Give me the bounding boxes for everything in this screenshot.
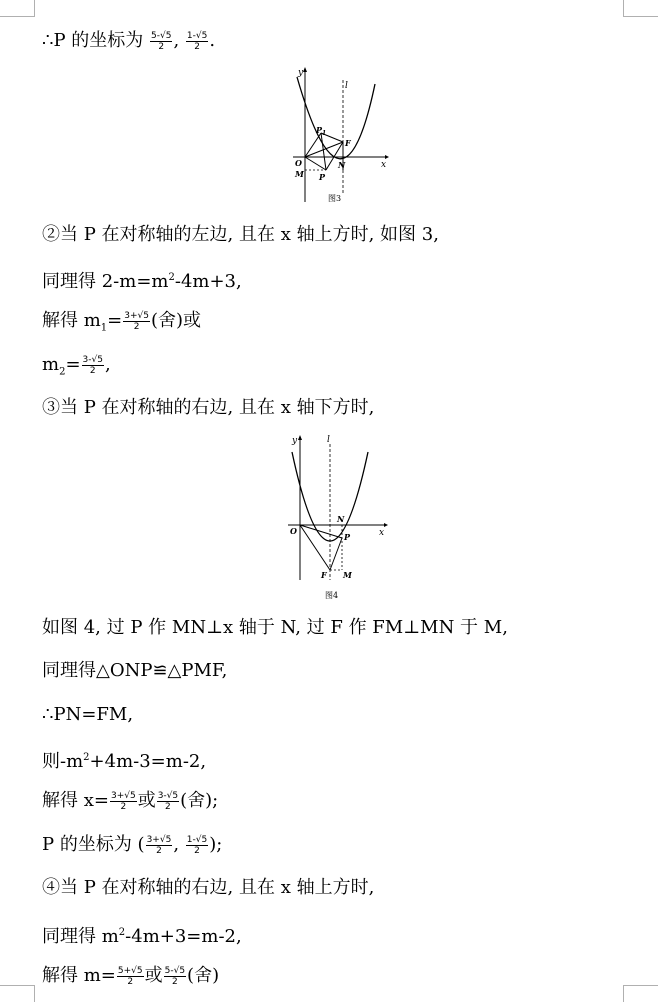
text-span: +4m-3=m-2, [89, 751, 207, 772]
text-span: P 的坐标为 ( [42, 834, 145, 855]
fraction [164, 966, 186, 987]
figure-caption: 图4 [325, 591, 339, 600]
fraction-numerator: 3-√5 [157, 790, 179, 801]
text-span: 或 [137, 790, 156, 811]
point-n-label: N [338, 160, 346, 170]
line-l-label: l [345, 81, 348, 91]
figure-3-diagram [283, 62, 393, 210]
text-line: 同理得△ONP≌△PMF, [42, 660, 228, 681]
fraction-numerator: 3+√5 [124, 310, 149, 321]
fraction [157, 791, 179, 812]
text-line: ④当 P 在对称轴的右边, 且在 x 轴上方时, [42, 877, 375, 898]
fraction [186, 835, 208, 856]
y-axis-label: y [298, 68, 304, 78]
text-span: m [42, 354, 60, 375]
page-corner-mark [0, 0, 35, 17]
fraction-numerator: 3+√5 [110, 790, 136, 801]
text-line [42, 832, 222, 858]
fraction-numerator: 5+√5 [117, 965, 143, 976]
fraction-numerator: 3+√5 [146, 834, 172, 845]
superscript: 2 [168, 272, 175, 283]
x-axis-label: x [381, 160, 387, 170]
text-span: ); [209, 834, 223, 855]
fraction-denominator: 2 [165, 801, 171, 812]
text-span: 则-m [42, 751, 84, 772]
text-span: 同理得 m [42, 926, 119, 947]
subscript: 1 [100, 322, 108, 334]
text-span: 解得 x= [42, 790, 109, 811]
fraction-denominator: 2 [156, 845, 162, 856]
text-span: ∴P 的坐标为 [42, 30, 150, 51]
y-axis-label: y [292, 436, 298, 446]
point-o-label: O [295, 158, 302, 168]
fraction-numerator: 3-√5 [82, 354, 103, 365]
text-line: ∴PN=FM, [42, 704, 134, 725]
fraction-denominator: 2 [120, 801, 127, 812]
figure-3 [283, 62, 393, 214]
text-span: (舍) [187, 965, 220, 986]
fraction [186, 31, 208, 52]
text-span: , [104, 354, 111, 375]
figure-caption: 图3 [328, 194, 342, 203]
x-axis-label: x [379, 528, 385, 538]
text-span: 解得 m [42, 310, 101, 331]
point-p1-label: $P_1$ [316, 125, 327, 137]
fraction-denominator: 2 [133, 321, 140, 332]
fraction [82, 355, 104, 376]
fraction-numerator: 1-√5 [186, 834, 208, 845]
text-span: = [65, 354, 81, 375]
text-span: (舍)或 [151, 310, 202, 331]
fraction [110, 791, 137, 812]
text-line [42, 745, 206, 775]
fraction [146, 835, 173, 856]
point-f-label: F [345, 138, 351, 148]
text-line [42, 352, 111, 386]
text-span: 同理得 2-m=m [42, 271, 169, 292]
text-span: . [209, 30, 216, 51]
text-line [42, 920, 242, 950]
text-line: ③当 P 在对称轴的右边, 且在 x 轴下方时, [42, 397, 375, 418]
superscript: 2 [83, 752, 90, 763]
fraction-numerator: 5-√5 [164, 965, 186, 976]
fraction-numerator: 5-√5 [151, 30, 172, 41]
figure-4-diagram [280, 430, 392, 605]
text-line: ②当 P 在对称轴的左边, 且在 x 轴上方时, 如图 3, [42, 224, 439, 245]
text-span: -4m+3, [174, 271, 242, 292]
figure-4 [280, 430, 392, 609]
text-line [42, 28, 215, 54]
text-span: = [107, 310, 123, 331]
fraction [123, 311, 150, 332]
fraction-denominator: 2 [89, 365, 96, 376]
page-corner-mark [623, 0, 658, 17]
text-line [42, 963, 219, 989]
page-corner-mark [0, 985, 35, 1002]
point-n-label: N [337, 514, 345, 524]
point-p-label: P [319, 172, 326, 182]
line-l-label: l [327, 435, 330, 445]
fraction-denominator: 2 [127, 976, 134, 987]
fraction-denominator: 2 [158, 41, 165, 52]
fraction [150, 31, 172, 52]
fraction [117, 966, 144, 987]
text-line [42, 788, 218, 814]
point-f-label: F [321, 570, 327, 580]
fraction-denominator: 2 [171, 976, 178, 987]
point-p-label: P [344, 532, 351, 542]
text-span: -4m+3=m-2, [125, 926, 242, 947]
text-span: (舍); [180, 790, 219, 811]
fraction-denominator: 2 [194, 41, 200, 52]
point-m-label: M [295, 169, 304, 179]
text-span: 解得 m= [42, 965, 116, 986]
fraction-numerator: 1-√5 [186, 30, 208, 41]
fraction-denominator: 2 [194, 845, 200, 856]
text-line [42, 265, 242, 295]
subscript: 2 [59, 366, 66, 378]
superscript: 2 [118, 927, 126, 938]
point-m-label: M [343, 570, 352, 580]
text-line: 如图 4, 过 P 作 MN⊥x 轴于 N, 过 F 作 FM⊥MN 于 M, [42, 617, 508, 638]
text-line [42, 308, 201, 342]
text-span: , [173, 30, 185, 51]
page-corner-mark [623, 985, 658, 1002]
text-span: 或 [144, 965, 163, 986]
point-o-label: O [290, 526, 297, 536]
text-span: , [173, 834, 185, 855]
